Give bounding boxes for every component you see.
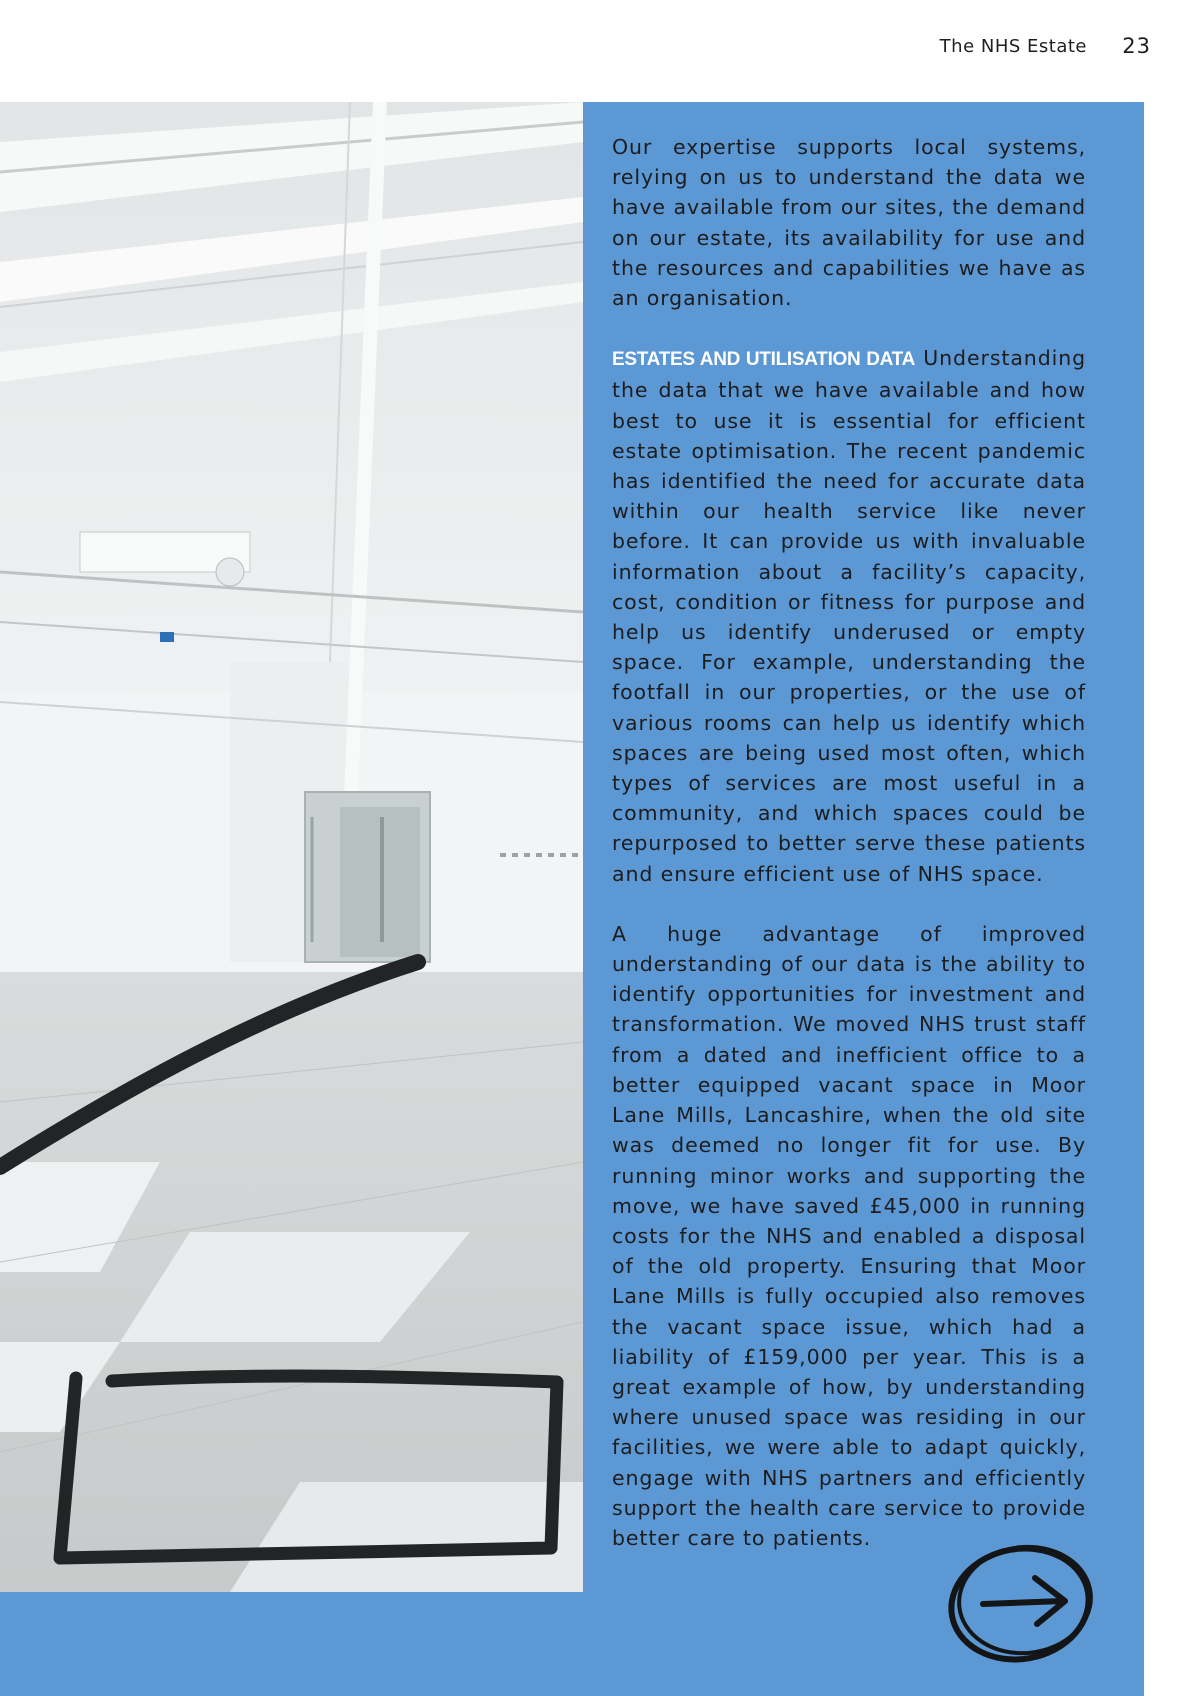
estates-paragraph-text: Understanding the data that we have available and how best to use it is essential for efficient estate optimisation. The recent pandemic has identified the need for accurate data within our health service like never before. It can provide us with invaluable information about a facility’s capacity, cost, condition or fitness for purpose and help us identify underused or empty space. For example, understanding the footfall in our properties, or the use of various rooms can help us identify which spaces are being used most often, which types of services are most useful in a community, and which spaces could be repurposed to better serve these patients and ensure efficient use of NHS space.: [612, 346, 1087, 886]
office-interior-photo: [0, 102, 583, 1592]
case-study-paragraph: A huge advantage of improved understanding of our data is the ability to identify opportunities for investment and transformation. We moved NHS trust staff from a dated and inefficient office to a better equipped vacant space in Moor Lane Mills, Lancashire, when the old site was deemed no longer fit for use. By running minor works and supporting the move, we have saved £45,000 in running costs for the NHS and enabled a disposal of the old property. Ensuring that Moor Lane Mills is fully occupied also removes the vacant space issue, which had a liability of £159,000 per year. This is a great example of how, by understanding where unused space was residing in our facilities, we were able to adapt quickly, engage with NHS partners and efficiently support the health care service to provide better care to patients.: [612, 921, 1086, 1550]
header-title: The NHS Estate: [939, 36, 1087, 57]
intro-paragraph: Our expertise supports local systems, relying on us to understand the data we have available from our sites, the demand on our estate, its availability for use and the resources and capabilities we have as an organisation.: [612, 135, 1086, 311]
arrow-right-circle-icon[interactable]: [935, 1538, 1115, 1668]
page-header: [0, 34, 1200, 64]
page-number: 23: [1122, 34, 1151, 58]
section-heading: ESTATES AND UTILISATION DATA: [612, 349, 916, 371]
article-text: [612, 132, 1086, 1583]
estates-paragraph: [612, 343, 1086, 889]
